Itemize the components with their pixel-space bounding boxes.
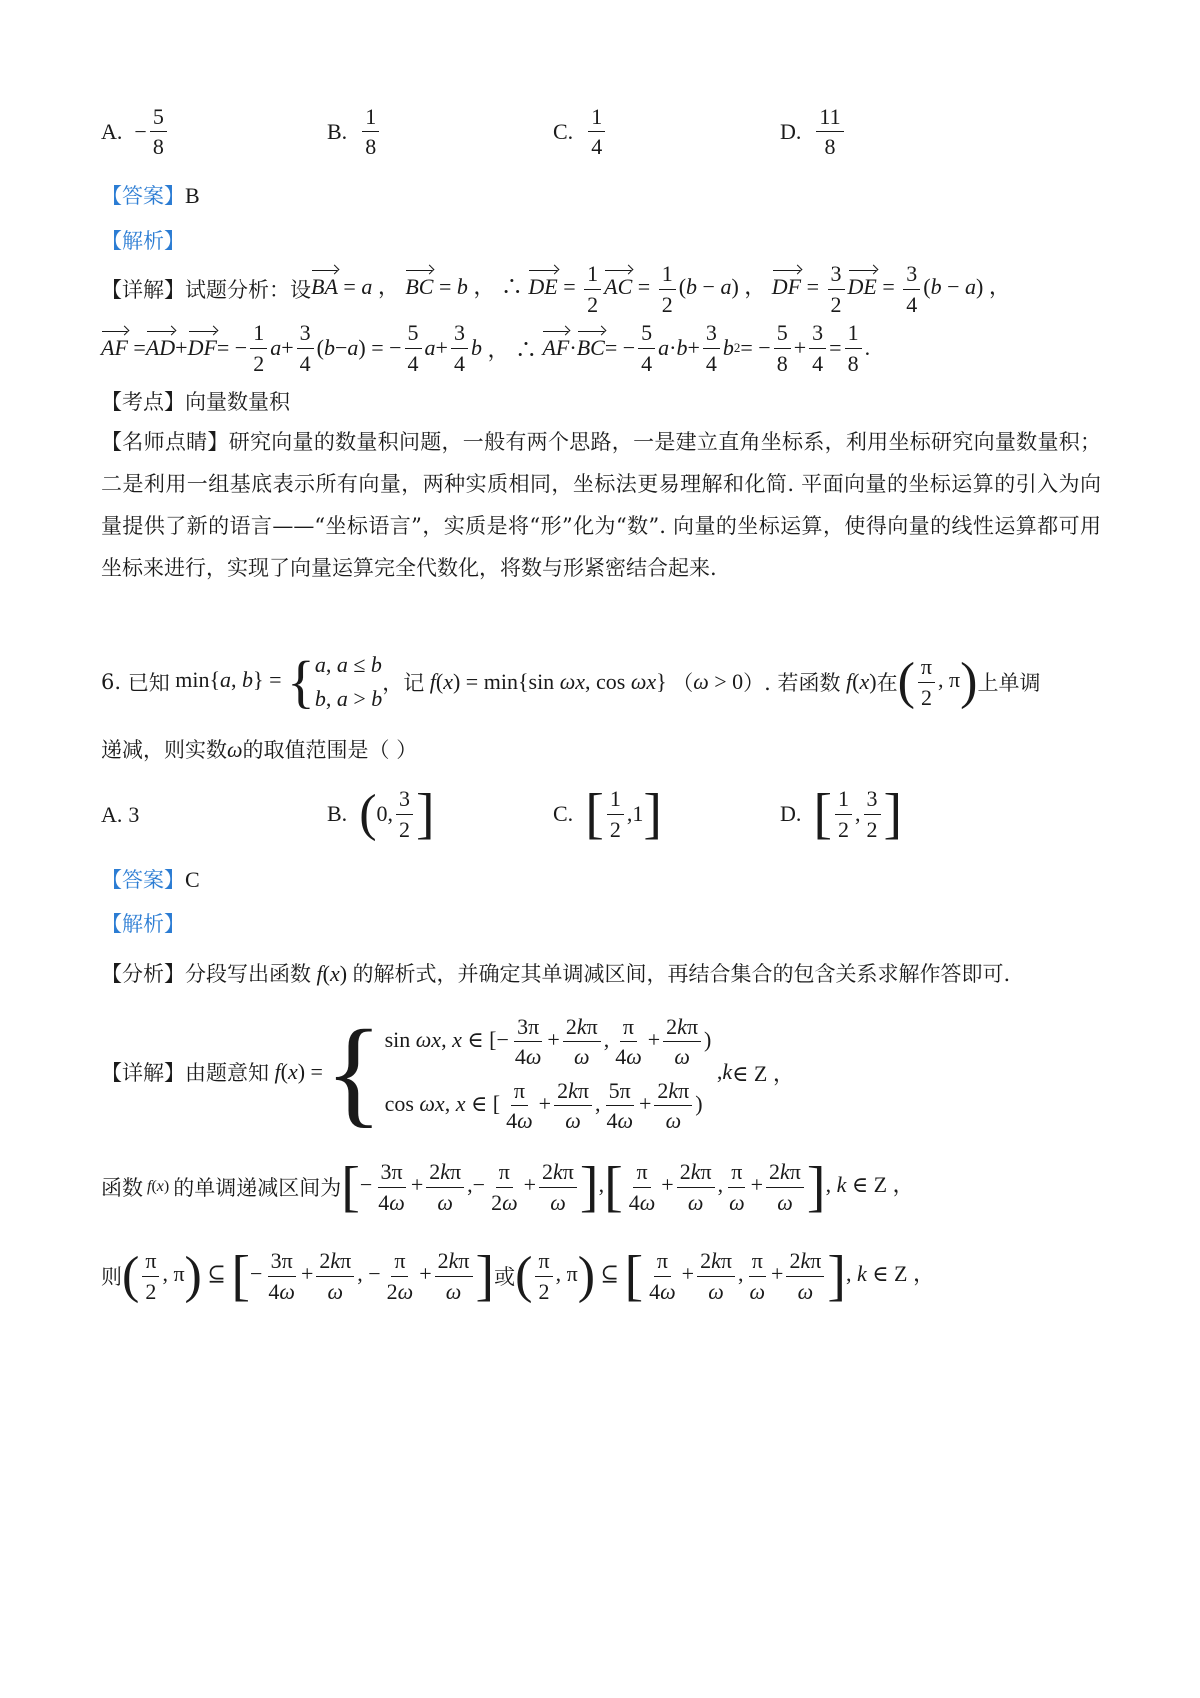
q6-option-b[interactable]: B. ( 0, $\frac{3}{2}$ ] [327,783,435,845]
detail-intro: 由题意知 [185,1061,269,1085]
q6-option-d[interactable]: D. [ $\frac{1}{2}$ , $\frac{3}{2}$ ] [780,783,903,845]
q6-decreasing-line [101,1155,915,1219]
option-letter: D. [780,801,802,826]
q6-stem-line1 [101,650,1040,714]
q6-stem-line2a: 递减，则实数 [101,738,227,762]
q6-omega: ω [227,737,243,762]
q6-fx-def: f(x) = min{sin ωx, cos ωx} [429,669,673,694]
fraction-denominator: 4 [591,134,603,160]
q6-stem-line2 [101,734,417,764]
q6-fenxi-line [101,958,1010,988]
q6-option-c[interactable]: C. [ $\frac{1}{2}$ ,1 ] [553,783,662,845]
q6-stem-a: 已知 [127,671,170,695]
line-ze: 则 [101,1265,122,1289]
fenxi-b: 的解析式，并确定其单调减区间，再结合集合的包含关系求解作答即可. [352,962,1011,986]
detail-tag: 【详解】 [101,278,185,302]
q6-contain-a: ( $\frac{\pi}{2}$ , π) ⊆ [− $\frac{3\pi}{4\omega}$ + $\frac{2k\pi}{\omega}$ , − $\frac{\pi}{2\omega}$ + $\frac{2k\pi}{\omega}$ ] [122,1245,495,1307]
fraction-denominator: 8 [365,134,377,160]
q5-answer-line [101,180,200,210]
fraction-denominator: 8 [824,134,836,160]
q6-dec-fx: f(x) [147,1178,174,1195]
fraction-numerator: 5 [150,104,167,132]
q6-fenxi-fx: f(x) [316,961,353,986]
line-dec-b: 的单调递减区间为 [173,1176,342,1200]
fraction-numerator: 1 [588,104,605,132]
option-letter: C. [553,801,574,826]
q5-analysis-tag: 【解析】 [101,229,185,253]
q6-detail-piecewise [101,1005,795,1138]
q6-stem-c: （ [672,671,694,695]
q6-piecewise-formula: f ( x ) = { sin ωx, x ∈ [− $\frac{3\pi}{4\omega}$ + $\frac{2k\pi}{\omega}$ , $\frac{\pi}{4\omega}$ + $\frac{2k\pi}{\omega}$ ) cos ωx, x ∈ [ $\frac{\pi}{4\omega}$ + $\frac{2k\pi}{\omega}$ , $\frac{5\pi}{4\omega}$ + $\frac{2k\pi}{\omega}$ ) , k ∈ Z ， [274,1005,795,1138]
q6-stem-line2b: 的取值范围是（ ） [242,738,418,762]
option-letter: C. [553,118,574,144]
answer-value: C [185,867,200,892]
q5-formula-1: BA = a ， BC = b ， ∴ DE = $\frac{1}{2}$ AC = $\frac{1}{2}$ (b − a) ， DF = $\frac{3}{2}$ DE = $\frac{3}{4}$ (b − a) ， [311,261,1011,317]
q5-option-b[interactable] [327,104,382,160]
answer-tag: 【答案】 [101,868,185,892]
q6-fx-paren: (x) [852,669,877,694]
kaodian-text: 向量数量积 [185,390,290,414]
q6-fx: f [840,669,853,694]
detail-intro: 试题分析：设 [185,278,311,302]
line-or: 或 [494,1265,516,1289]
q5-option-a[interactable] [101,104,170,160]
option-sign: − [134,118,147,144]
detail-tag: 【详解】 [101,1061,185,1085]
q5-option-c[interactable] [553,104,608,160]
kaodian-tag: 【考点】 [101,390,185,414]
fraction-numerator: 11 [816,104,843,132]
q6-analysis-tag: 【解析】 [101,912,185,936]
line-dec-a: 函数 [101,1176,143,1200]
answer-tag: 【答案】 [101,184,185,208]
tip-tag: 【名师点睛】 [101,430,229,454]
q6-contain-b: ( $\frac{\pi}{2}$ , π) ⊆ [ $\frac{\pi}{4\omega}$ + $\frac{2k\pi}{\omega}$ , $\frac{\pi}{\omega}$ + $\frac{2k\pi}{\omega}$ ], k ∈ Z ， [515,1245,935,1307]
fenxi-a: 分段写出函数 [185,962,311,986]
fenxi-tag: 【分析】 [101,962,185,986]
option-letter: B. [327,118,348,144]
q6-number: 6. [101,670,122,694]
answer-value: B [185,183,200,208]
option-letter: A. [101,802,123,827]
q6-stem-b: ，记 [382,671,425,695]
option-fraction [588,104,605,160]
q6-dec-formula: [− $\frac{3\pi}{4\omega}$ + $\frac{2k\pi}{\omega}$ ,− $\frac{\pi}{2\omega}$ + $\frac{2k\pi}{\omega}$ ],[ $\frac{\pi}{4\omega}$ + $\frac{2k\pi}{\omega}$ , $\frac{\pi}{\omega}$ + $\frac{2k\pi}{\omega}$ ], k ∈ Z ， [341,1156,915,1218]
option-fraction [816,104,843,160]
q6-stem-e: 在 [876,671,898,695]
fraction-denominator: 8 [152,134,164,160]
q5-tip-paragraph [101,421,1101,589]
tip-text: 研究向量的数量积问题，一般有两个思路，一是建立直角坐标系，利用坐标研究向量数量积；二是利用一组基底表示所有向量，两种实质相同，坐标法更易理解和化简. 平面向量的坐标运算的引入为向量提供了新的语言——“坐标语言”，实质是将“形”化为“数”. 向量的坐标运算，使得向量的线性运算都可用坐标来进行，实现了向量运算完全代数化，将数与形紧密结合起来. [101,430,1102,580]
option-fraction [150,104,167,160]
option-fraction [362,104,379,160]
q6-answer-line [101,864,200,894]
q6-containment-line [101,1244,935,1308]
option-text: 3 [128,802,140,827]
q5-option-d[interactable] [780,104,847,160]
q6-interval: ( $\frac{\pi}{2}$ , π) [897,653,978,710]
q5-detail-line1 [101,261,1011,317]
q6-option-a[interactable] [101,800,139,830]
q6-min-def: min{a, b} = { a, a ≤ b b, a > b [169,649,383,714]
q5-formula-2: AF = AD + DF = − $\frac{1}{2}$ a + $\frac{3}{4}$ ( b − a ) = − $\frac{5}{4}$ a + $\frac{3}{4}$ b ， ∴ AF · BC = − $\frac{5}{4}$ a · b + $\frac{3}{4}$ b 2 = − $\frac{5}{8}$ + $\frac{3}{4}$ = $\frac{1}{8}$ . [101,320,871,376]
q6-omega-cond: ω > 0 [693,669,744,694]
option-letter: D. [780,118,802,144]
q6-stem-d: ）. 若函数 [743,671,841,695]
q5-kaodian-line [101,386,290,416]
option-letter: B. [327,801,348,826]
option-letter: A. [101,118,123,144]
q6-stem-f: 上单调 [977,671,1041,695]
fraction-numerator: 1 [362,104,379,132]
